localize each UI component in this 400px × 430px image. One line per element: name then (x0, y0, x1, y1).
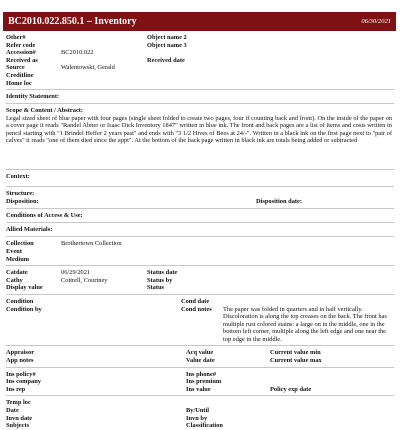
current-value-max-label: Current value max (270, 357, 322, 365)
scope-text: Legal sized sheet of blue paper with four pages (single sheet folded to create two pages, four if counting back and front). On the inside of the paper on a cover page it reads "Randel Abner or Isaac Dick Inventory 1847" written in blue ink. The front and back pages are a list of items and costs written in pencil starting with "1 Brindel Heffer 2 years past" and ends with "3 1/2 Hives of Bees at 24/-". Written in a black ink on the first page next to "pair of calves" it reads "one of them died since the appt". At the bottom of the back page written in black ink are totals being added or subtracted (6, 115, 392, 145)
condition-section (6, 298, 394, 344)
event-label: Event (6, 247, 22, 255)
condition-by-label: Condition by (6, 305, 42, 313)
title-bar (3, 12, 396, 31)
refer-code-label: Refer code (6, 41, 36, 49)
home-loc-label: Home loc (6, 79, 32, 87)
source-label: Source (6, 64, 25, 72)
page-title: BC2010.022.850.1 – Inventory (8, 16, 137, 27)
policy-exp-date-label: Policy exp date (270, 385, 312, 393)
received-date-value (247, 57, 394, 65)
ins-value-label: Ins value (186, 385, 211, 393)
ins-policy-label: Ins policy# (6, 370, 36, 378)
current-value-min-label: Current value min (270, 349, 321, 357)
subjects-label: Subjects (6, 422, 30, 430)
condition-label: Condition (6, 297, 34, 305)
divider (6, 345, 394, 346)
object-name-2-value (247, 34, 394, 42)
catdate-value: 06/29/2021 (61, 269, 91, 277)
disposition-label: Disposition: (6, 198, 39, 206)
divider (6, 169, 394, 170)
collection-value: Brothertown Collection (61, 240, 122, 248)
status-by-label: Status by (147, 276, 173, 284)
medium-label: Medium (6, 255, 30, 263)
object-name-3-value (247, 42, 394, 50)
insurance-section (6, 371, 394, 394)
context-label: Context: (6, 173, 30, 181)
received-as-value (61, 57, 147, 65)
cond-date-label: Cond date (181, 297, 210, 305)
cathy-value: Cottrell, Courtney (61, 276, 108, 284)
ins-phone-label: Ins phone# (186, 370, 217, 378)
home-loc-value (61, 80, 147, 88)
divider (6, 186, 394, 187)
invn-date-label: Invn date (6, 414, 33, 422)
ins-premium-label: Ins premium (186, 378, 222, 386)
object-name-3-label: Object name 3 (147, 41, 187, 49)
identity-statement-label: Identity Statement: (6, 93, 60, 101)
disposition-date-label: Disposition date: (256, 198, 302, 206)
app-notes-label: App notes (6, 357, 34, 365)
appraisor-label: Appraisor (6, 349, 35, 357)
divider (6, 222, 394, 223)
inventory-section (6, 399, 394, 429)
divider (6, 89, 394, 90)
divider (6, 395, 394, 396)
divider (6, 103, 394, 104)
catalog-section (6, 269, 394, 292)
accession-value: BC2010.022 (61, 49, 94, 57)
disposition-row (6, 198, 394, 206)
identification-section (6, 34, 394, 87)
by-until-label: By/Until (186, 407, 210, 415)
conditions-of-access-label: Conditions of Access & Use: (6, 212, 83, 220)
received-as-label: Received as (6, 56, 38, 64)
valuation-section (6, 349, 394, 364)
scope-label: Scope & Content / Abstract: (6, 107, 84, 115)
collection-section (6, 240, 394, 263)
divider (6, 367, 394, 368)
structure-label: Structure: (6, 190, 35, 198)
creditline-value (61, 72, 147, 80)
other-value (61, 34, 147, 42)
classification-label: Classification (186, 422, 223, 430)
value-date-label: Value date (186, 357, 215, 365)
allied-materials-label: Allied Materials: (6, 226, 53, 234)
status-label: Status (147, 284, 165, 292)
divider (6, 265, 394, 266)
object-name-2-label: Object name 2 (147, 34, 187, 41)
cond-notes-label: Cond notes (181, 305, 212, 313)
accession-label: Accession# (6, 49, 36, 57)
date-label: Date (6, 407, 19, 415)
ins-rep-label: Ins rep (6, 385, 26, 393)
report-date: 06/30/2021 (361, 18, 391, 25)
catdate-label: Catdate (6, 269, 28, 277)
received-date-label: Received date (147, 56, 185, 64)
refer-code-value (61, 42, 147, 50)
divider (6, 208, 394, 209)
creditline-label: Creditline (6, 71, 34, 79)
cond-notes-value: The paper was folded in quarters and in half vertically. Discoloration is along the top creases on the back. The front has multiple rust colored stains: a large on in the middle, one in the bottom left corner, multiple along the left edge and one near the top edge in the middle. (223, 305, 387, 343)
acq-value-label: Acq value (186, 349, 214, 357)
temp-loc-label: Temp loc (6, 399, 31, 407)
ins-company-label: Ins company (6, 378, 41, 386)
divider (6, 294, 394, 295)
invn-by-label: Invn by (186, 414, 208, 422)
source-value: Walentowski, Gerald (61, 64, 115, 72)
other-label: Other# (6, 34, 26, 41)
status-date-label: Status date (147, 269, 178, 277)
divider (6, 236, 394, 237)
display-value-label: Display value (6, 284, 43, 292)
record-sheet (6, 34, 394, 430)
collection-label: Collection (6, 240, 34, 248)
cathy-label: Cathy (6, 276, 23, 284)
